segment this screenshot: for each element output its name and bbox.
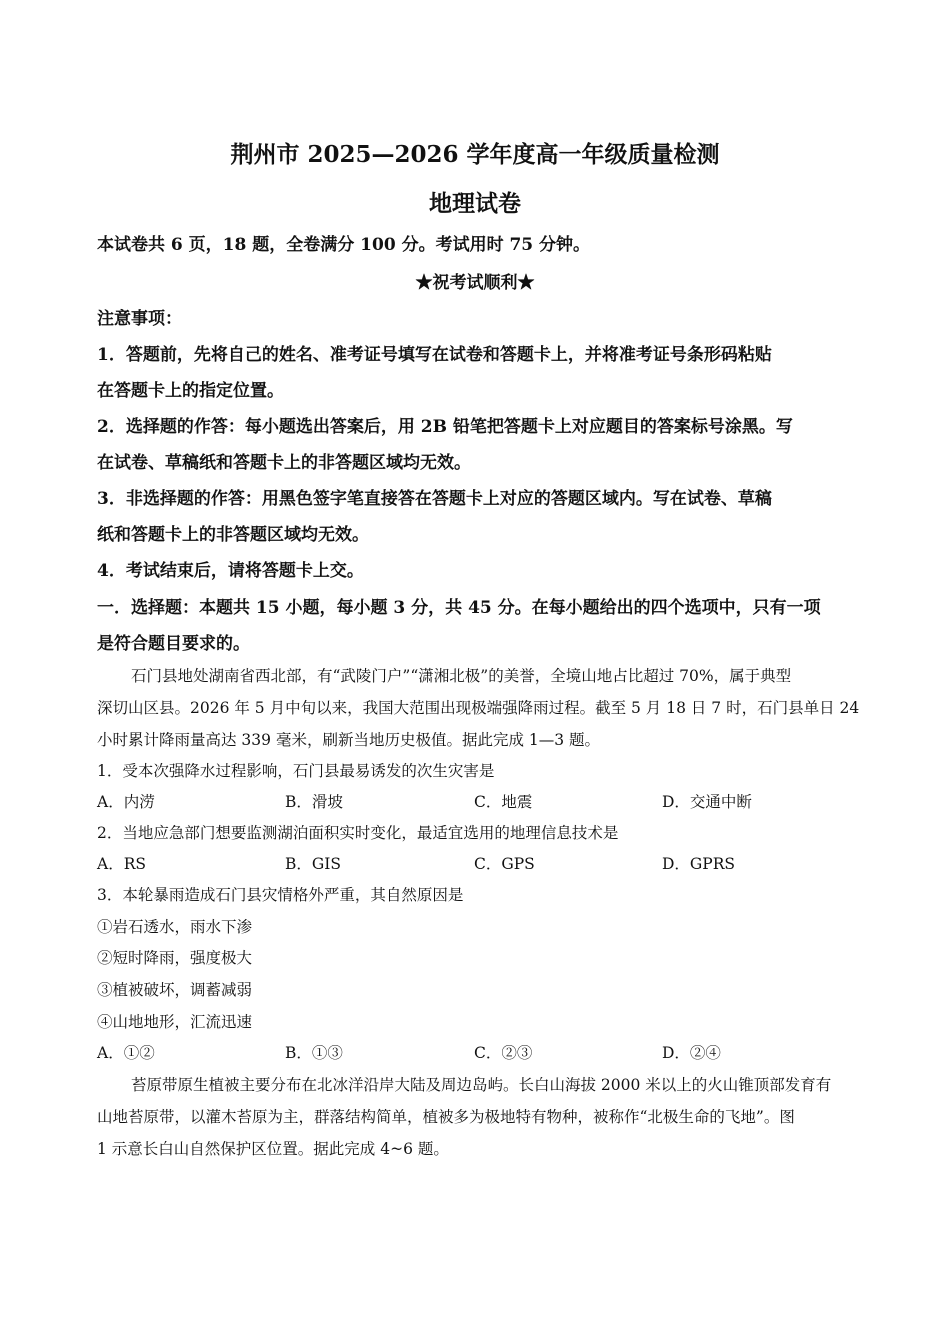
question-2-stem: 2．当地应急部门想要监测湖泊面积实时变化，最适宜选用的地理信息技术是	[97, 824, 619, 842]
question-2-option-a: A．RS	[97, 855, 146, 873]
question-2-option-d: D．GPRS	[662, 855, 736, 873]
question-1-option-b: B．滑坡	[285, 793, 343, 811]
exam-title: 荆州市 2025—2026 学年度高一年级质量检测	[230, 141, 720, 168]
question-1-option-a: A．内涝	[97, 793, 155, 811]
question-3-option-a: A．①②	[97, 1044, 155, 1062]
question-2-option-b: B．GIS	[285, 855, 342, 873]
question-2-option-c: C．GPS	[474, 855, 535, 873]
question-3-statement-3: ③植被破坏，调蓄减弱	[97, 981, 253, 999]
passage-1-line-1: 石门县地处湖南省西北部，有“武陵门户”“潇湘北极”的美誉，全境山地占比超过 70%，属于典型	[131, 667, 792, 685]
question-1-stem: 1．受本次强降水过程影响，石门县最易诱发的次生灾害是	[97, 762, 495, 780]
question-3-statement-2: ②短时降雨，强度极大	[97, 949, 253, 967]
blessing: ★祝考试顺利★	[415, 273, 535, 293]
passage-2-line-3: 1 示意长白山自然保护区位置。据此完成 4~6 题。	[97, 1140, 449, 1158]
question-3-statement-1: ①岩石透水，雨水下渗	[97, 918, 253, 936]
note-1-line-1: 1．答题前，先将自己的姓名、准考证号填写在试卷和答题卡上，并将准考证号条形码粘贴	[97, 345, 772, 365]
section-heading-line-2: 是符合题目要求的。	[97, 634, 250, 654]
exam-info: 本试卷共 6 页，18 题，全卷满分 100 分。考试用时 75 分钟。	[97, 235, 591, 255]
note-3-line-1: 3．非选择题的作答：用黑色签字笔直接答在答题卡上对应的答题区域内。写在试卷、草稿	[97, 489, 772, 509]
question-3-option-b: B．①③	[285, 1044, 343, 1062]
passage-2-line-2: 山地苔原带，以灌木苔原为主，群落结构简单，植被多为极地特有物种，被称作“北极生命的飞地”。图	[97, 1108, 795, 1126]
note-3-line-2: 纸和答题卡上的非答题区域均无效。	[97, 525, 369, 545]
passage-2-line-1: 苔原带原生植被主要分布在北冰洋沿岸大陆及周边岛屿。长白山海拔 2000 米以上的火山锥顶部发育有	[131, 1076, 832, 1094]
note-2-line-1: 2．选择题的作答：每小题选出答案后，用 2B 铅笔把答题卡上对应题目的答案标号涂黑。写	[97, 417, 793, 437]
note-1-line-2: 在答题卡上的指定位置。	[97, 381, 284, 401]
exam-subtitle: 地理试卷	[429, 190, 521, 217]
question-3-statement-4: ④山地地形，汇流迅速	[97, 1013, 253, 1031]
notes-heading: 注意事项：	[97, 309, 182, 329]
question-3-option-c: C．②③	[474, 1044, 533, 1062]
passage-1-line-2: 深切山区县。2026 年 5 月中旬以来，我国大范围出现极端强降雨过程。截至 5 月 18 日 7 时，石门县单日 24	[97, 699, 860, 717]
passage-1-line-3: 小时累计降雨量高达 339 毫米，刷新当地历史极值。据此完成 1—3 题。	[97, 731, 601, 749]
note-4: 4．考试结束后，请将答题卡上交。	[97, 561, 364, 581]
question-3-option-d: D．②④	[662, 1044, 721, 1062]
note-2-line-2: 在试卷、草稿纸和答题卡上的非答题区域均无效。	[97, 453, 471, 473]
question-3-stem: 3．本轮暴雨造成石门县灾情格外严重，其自然原因是	[97, 886, 464, 904]
section-heading-line-1: 一．选择题：本题共 15 小题，每小题 3 分，共 45 分。在每小题给出的四个选项中，只有一项	[97, 598, 821, 618]
question-1-option-c: C．地震	[474, 793, 533, 811]
question-1-option-d: D．交通中断	[662, 793, 752, 811]
